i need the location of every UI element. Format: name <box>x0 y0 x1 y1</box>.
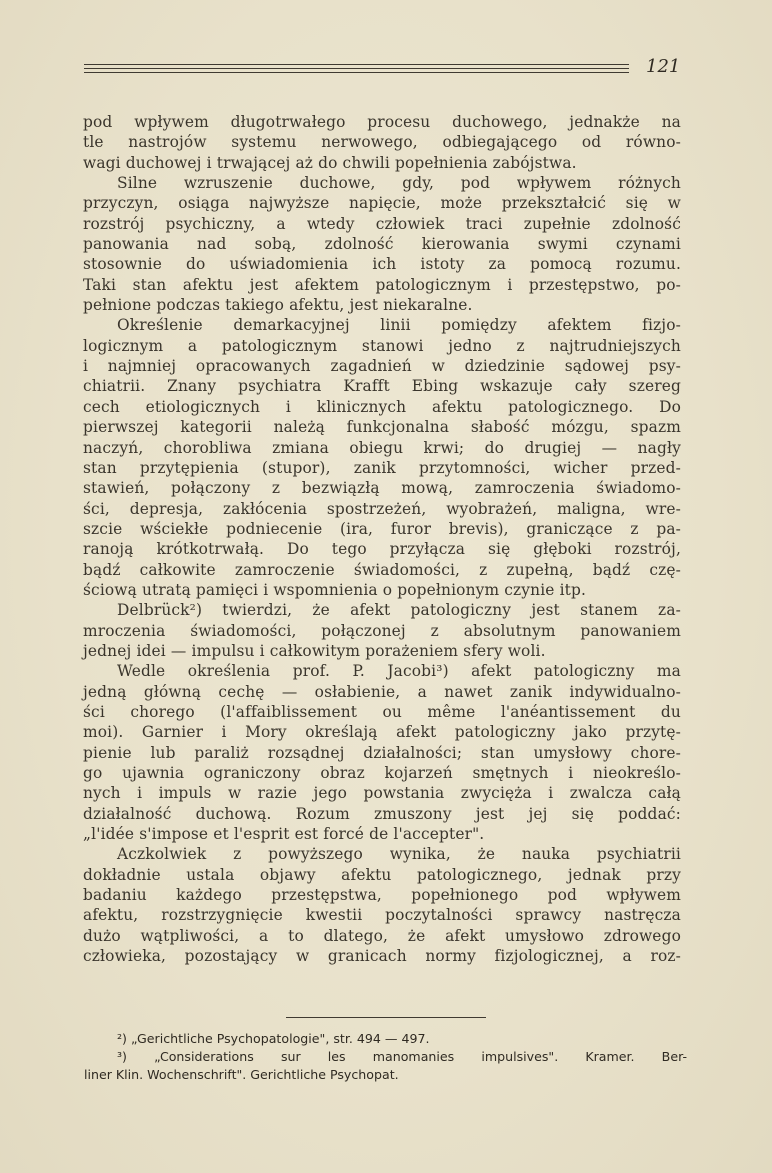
text-line: go ujawnia ograniczony obraz kojarzeń smętnych i nieokreślo- <box>83 764 681 782</box>
text-line: chiatrii. Znany psychiatra Krafft Ebing wskazuje cały szereg <box>83 377 681 396</box>
paragraph <box>83 844 681 966</box>
page-number: 121 <box>646 56 681 77</box>
text-line: i najmniej opracowanych zagadnień w dziedzinie sądowej psy- <box>83 357 681 376</box>
paragraph <box>83 315 681 600</box>
text-line: stawień, połączony z bezwiązłą mową, zamroczenia świadomo- <box>83 479 681 498</box>
text-line: afektu, rozstrzygnięcie kwestii poczytalności sprawcy nastręcza <box>83 906 681 925</box>
footnote-separator <box>286 1017 486 1018</box>
text-line: pierwszej kategorii należą funkcjonalna słabość mózgu, spazm <box>83 418 681 437</box>
paragraph <box>83 173 681 315</box>
text-line: Wedle określenia prof. P. Jacobi³) afekt patologiczny ma <box>117 662 681 681</box>
header-rule <box>84 68 629 69</box>
text-line: rozstrój psychiczny, a wtedy człowiek traci zupełnie zdolność <box>83 214 681 233</box>
paragraph <box>83 661 681 844</box>
text-line: dokładnie ustala objawy afektu patologicznego, jednak przy <box>83 865 681 884</box>
text-line: ści chorego (l'affaiblissement ou même l'anéantissement du <box>83 702 681 721</box>
text-line: naczyń, chorobliwa zmiana obiegu krwi; do drugiej — nagły <box>83 438 681 457</box>
text-line: mroczenia świadomości, połączonej z absolutnym panowaniem <box>83 621 681 640</box>
footnote <box>84 1048 687 1084</box>
text-line: dużo wątpliwości, a to dlatego, że afekt umysłowo zdrowego <box>83 926 681 945</box>
text-line: moi). Garnier i Mory określają afekt patologiczny jako przytę- <box>83 723 681 742</box>
text-line: jedną główną cechę — osłabienie, a nawet zanik indywidualno- <box>83 682 681 701</box>
text-line: stan przytępienia (stupor), zanik przytomności, wicher przed- <box>83 458 681 477</box>
text-line: Silne wzruszenie duchowe, gdy, pod wpływem różnych <box>117 174 681 193</box>
header-rule <box>84 64 629 65</box>
text-line: pod wpływem długotrwałego procesu duchowego, jednakże na <box>83 113 681 131</box>
paragraph <box>83 600 681 661</box>
text-line: tle nastrojów systemu nerwowego, odbiegającego od równo- <box>83 133 681 152</box>
text-line: pienie lub paraliż rozsądnej działalności; stan umysłowy chore- <box>83 743 681 762</box>
text-line: „l'idée s'impose et l'esprit est forcé de l'accepter". <box>83 825 485 844</box>
footnote <box>117 1030 687 1048</box>
text-line: wagi duchowej i trwającej aż do chwili popełnienia zabójstwa. <box>83 153 577 172</box>
text-line: bądź całkowite zamroczenie świadomości, z zupełną, bądź czę- <box>83 560 681 579</box>
text-line: badaniu każdego przestępstwa, popełnionego pod wpływem <box>83 886 681 905</box>
text-line: logicznym a patologicznym stanowi jedno z najtrudniejszych <box>83 336 681 355</box>
paragraph <box>83 112 681 173</box>
text-line: Określenie demarkacyjnej linii pomiędzy afektem fizjo- <box>117 316 681 335</box>
footnote-line: ³) „Considerations sur les manomanies impulsives". Kramer. Ber- <box>117 1049 687 1064</box>
text-line: szcie wściekłe podniecenie (ira, furor brevis), graniczące z pa- <box>83 519 681 538</box>
page-header <box>84 56 684 80</box>
text-line: Aczkolwiek z powyższego wynika, że nauka psychiatrii <box>117 845 681 864</box>
text-line: panowania nad sobą, zdolność kierowania swymi czynami <box>83 235 681 254</box>
text-line: ściową utratą pamięci i wspomnienia o popełnionym czynie itp. <box>83 580 587 599</box>
footnotes <box>84 1030 687 1084</box>
text-line: Taki stan afektu jest afektem patologicznym i przestępstwo, po- <box>83 275 681 294</box>
text-line: działalność duchową. Rozum zmuszony jest jej się poddać: <box>83 804 681 823</box>
text-line: pełnione podczas takiego afektu, jest niekaralne. <box>83 296 473 315</box>
text-line: przyczyn, osiąga najwyższe napięcie, może przekształcić się w <box>83 194 681 213</box>
text-line: jednej idei — impulsu i całkowitym porażeniem sfery woli. <box>83 641 546 660</box>
text-line: nych i impuls w razie jego powstania zwycięża i zwalcza całą <box>83 784 681 803</box>
footnote-line: liner Klin. Wochenschrift". Gerichtliche Psychopat. <box>84 1067 399 1082</box>
text-line: ści, depresja, zakłócenia spostrzeżeń, wyobrażeń, maligna, wre- <box>83 499 681 518</box>
text-line: Delbrück²) twierdzi, że afekt patologiczny jest stanem za- <box>117 601 681 620</box>
text-line: człowieka, pozostający w granicach normy fizjologicznej, a roz- <box>83 947 681 966</box>
text-line: ranoją krótkotrwałą. Do tego przyłącza się głęboki rozstrój, <box>83 540 681 559</box>
text-line: stosownie do uświadomienia ich istoty za pomocą rozumu. <box>83 255 681 274</box>
header-rule <box>84 72 629 73</box>
text-line: cech etiologicznych i klinicznych afektu patologicznego. Do <box>83 397 681 416</box>
footnote-line: ²) „Gerichtliche Psychopatologie", str. 494 — 497. <box>117 1031 430 1046</box>
body-text <box>83 112 681 966</box>
